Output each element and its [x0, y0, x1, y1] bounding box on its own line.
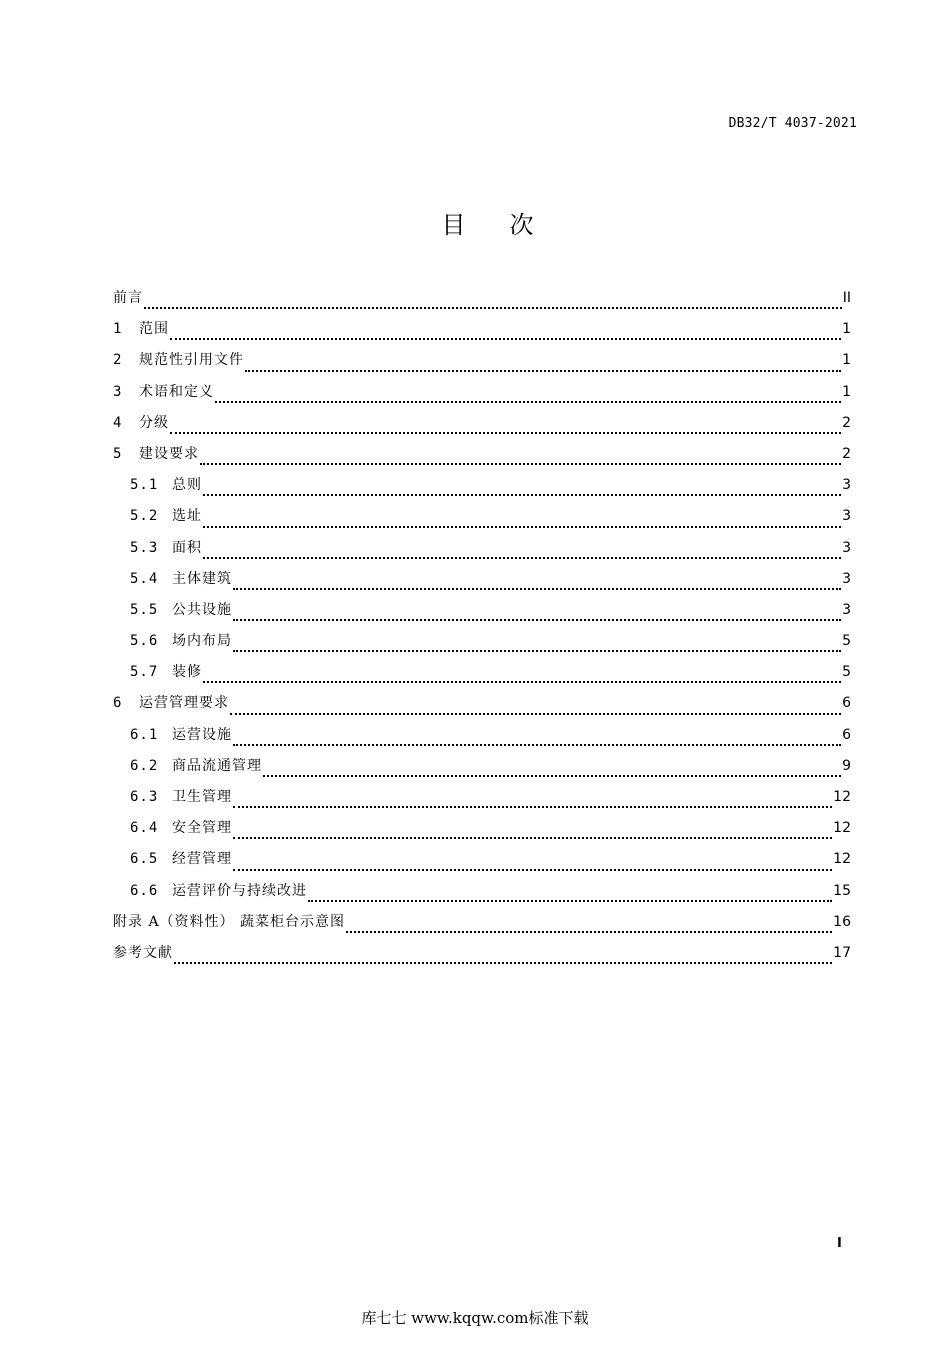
toc-entry-page: 1 [842, 352, 851, 369]
toc-entry-page: 1 [842, 321, 851, 338]
toc-entry[interactable] [113, 381, 851, 412]
toc-entry[interactable] [113, 412, 851, 443]
toc-dot-leader [203, 526, 841, 528]
toc-dot-leader [233, 837, 832, 839]
toc-entry[interactable] [113, 817, 851, 848]
toc-entry-page: 16 [833, 913, 851, 930]
toc-dot-leader [203, 494, 841, 496]
toc-entry[interactable] [113, 474, 851, 505]
toc-entry-page: 17 [833, 944, 851, 961]
toc-entry-page: 2 [842, 445, 851, 462]
toc-dot-leader [245, 370, 841, 372]
toc-entry[interactable] [113, 599, 851, 630]
toc-entry-title: 运营设施 [172, 726, 232, 743]
toc-entry-number: 6.1 [130, 726, 159, 743]
toc-entry[interactable] [113, 349, 851, 380]
toc-entry-number: 5.1 [130, 477, 159, 494]
toc-entry[interactable] [113, 630, 851, 661]
toc-entry-title: 建设要求 [139, 445, 199, 462]
toc-entry[interactable] [113, 568, 851, 599]
page-number: I [837, 1236, 842, 1251]
toc-entry-page: 6 [842, 695, 851, 712]
footer-watermark-text: 库七七 www.kqqw.com标准下载 [361, 1309, 589, 1327]
toc-dot-leader [233, 650, 841, 652]
toc-entry-number: 6.4 [130, 820, 159, 837]
toc-entry[interactable] [113, 911, 851, 942]
toc-entry-title: 面积 [172, 539, 202, 556]
toc-dot-leader [215, 401, 841, 403]
toc-entry-number: 6 [113, 695, 122, 712]
toc-entry[interactable] [113, 755, 851, 786]
toc-entry-title: 前言 [113, 290, 143, 306]
toc-dot-leader [170, 432, 841, 434]
toc-dot-leader [263, 775, 841, 777]
toc-entry-title: 术语和定义 [139, 383, 214, 400]
toc-entry-page: 12 [833, 820, 851, 837]
toc-entry-title: 主体建筑 [172, 570, 232, 587]
toc-entry-title: 规范性引用文件 [139, 352, 244, 369]
toc-entry-title: 附录 A（资料性） 蔬菜柜台示意图 [113, 913, 346, 930]
toc-entry-number: 6.3 [130, 789, 159, 805]
toc-dot-leader [230, 713, 841, 715]
toc-dot-leader [203, 557, 841, 559]
toc-dot-leader [174, 962, 832, 964]
toc-entry-page: 3 [842, 508, 851, 525]
toc-dot-leader [233, 588, 841, 590]
toc-entry-number: 5 [113, 445, 122, 462]
toc-dot-leader [144, 307, 842, 309]
toc-entry-page: 1 [842, 383, 851, 400]
toc-entry[interactable] [113, 318, 851, 349]
toc-entry-title: 参考文献 [113, 944, 173, 961]
toc-entry-page: 3 [842, 477, 851, 494]
toc-entry-page: 3 [842, 539, 851, 556]
toc-entry-number: 6.5 [130, 851, 159, 868]
toc-entry-page: 12 [833, 789, 851, 805]
toc-entry-title: 装修 [172, 664, 202, 681]
toc-entry-title: 范围 [139, 321, 169, 338]
toc-entry-title: 公共设施 [172, 601, 232, 618]
toc-entry-title: 安全管理 [172, 820, 232, 837]
toc-entry-number: 5.6 [130, 633, 159, 650]
toc-dot-leader [233, 744, 841, 746]
toc-dot-leader [233, 869, 832, 871]
toc-entry-number: 5.4 [130, 570, 159, 587]
toc-entry-title: 场内布局 [172, 633, 232, 650]
toc-entry[interactable] [113, 848, 851, 879]
toc-entry-page: 3 [842, 570, 851, 587]
toc-entry-title: 运营管理要求 [139, 695, 229, 712]
toc-entry[interactable] [113, 724, 851, 755]
toc-dot-leader [233, 619, 841, 621]
toc-entry-page: 3 [842, 601, 851, 618]
toc-entry-title: 运营评价与持续改进 [172, 882, 307, 899]
toc-entry-number: 6.2 [130, 757, 159, 774]
toc-entry-page: 5 [842, 664, 851, 681]
toc-entry-number: 2 [113, 352, 122, 369]
toc-entry-title: 选址 [172, 508, 202, 525]
toc-entry[interactable] [113, 786, 851, 817]
toc-entry[interactable] [113, 505, 851, 536]
toc-entry-number: 4 [113, 414, 122, 431]
toc-entry-page: 2 [842, 414, 851, 431]
toc-entry-title: 分级 [139, 414, 169, 431]
toc-entry[interactable] [113, 692, 851, 723]
toc-entry[interactable] [113, 537, 851, 568]
toc-entry-page: 15 [833, 882, 851, 899]
toc-entry-number: 6.6 [130, 882, 159, 899]
page-title: 目次 [441, 211, 578, 239]
toc-entry[interactable] [113, 443, 851, 474]
toc-entry-page: 6 [842, 726, 851, 743]
toc-entry-number: 3 [113, 383, 122, 400]
document-code: DB32/T 4037-2021 [728, 116, 857, 131]
toc-entry-title: 总则 [172, 477, 202, 494]
toc-entry-number: 5.7 [130, 664, 159, 681]
toc-entry-number: 5.5 [130, 601, 159, 618]
toc-entry[interactable] [113, 942, 851, 973]
toc-entry-page: II [842, 290, 851, 306]
toc-entry[interactable] [113, 287, 851, 318]
toc-entry[interactable] [113, 880, 851, 911]
toc-dot-leader [170, 338, 841, 340]
toc-dot-leader [203, 681, 841, 683]
table-of-contents [113, 287, 851, 973]
toc-entry[interactable] [113, 661, 851, 692]
toc-entry-title: 经营管理 [172, 851, 232, 868]
toc-entry-page: 5 [842, 633, 851, 650]
toc-entry-number: 5.3 [130, 539, 159, 556]
toc-dot-leader [308, 900, 832, 902]
toc-entry-title: 商品流通管理 [172, 757, 262, 774]
toc-entry-page: 9 [842, 757, 851, 774]
toc-dot-leader [233, 806, 832, 808]
toc-dot-leader [200, 463, 841, 465]
toc-entry-page: 12 [833, 851, 851, 868]
toc-dot-leader [346, 931, 832, 933]
toc-entry-title: 卫生管理 [172, 789, 232, 805]
toc-entry-number: 5.2 [130, 508, 159, 525]
toc-entry-number: 1 [113, 321, 122, 338]
